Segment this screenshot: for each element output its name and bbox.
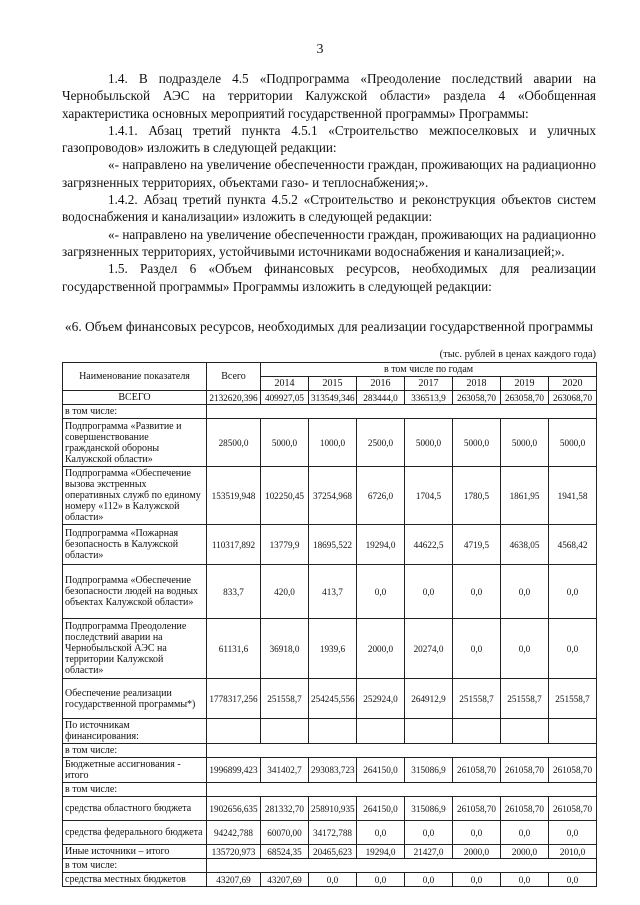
cell-year-value: 1941,58 [549,467,597,525]
header-years-group: в том числе по годам [261,363,597,377]
units-note: (тыс. рублей в ценах каждого года) [439,349,596,360]
cell-year-value: 0,0 [453,821,501,845]
cell-year-value: 36918,0 [261,619,309,679]
table-row [63,797,597,821]
header-year: 2020 [549,377,597,391]
cell-year-value: 0,0 [501,565,549,619]
body-text [62,70,596,295]
paragraph-1-4: 1.4. В подразделе 4.5 «Подпрограмма «Преодоление последствий аварии на Чернобыльской АЭС на территории Калужской области» раздела 4 «Обобщенная характеристика основных мероприятий государственной программы» Программы: [62,71,596,121]
table-header-row-1 [63,363,597,377]
row-label: Подпрограмма «Пожарная безопасность в Калужской области» [63,525,207,565]
row-label: Бюджетные ассигнования - итого [63,758,207,783]
table-row [63,419,597,467]
row-label: По источникам финансирования: [63,719,207,744]
cell-year-value: 264150,0 [357,797,405,821]
header-year: 2018 [453,377,501,391]
financial-table [62,362,597,887]
cell-year-value: 261058,70 [453,797,501,821]
table-row [63,845,597,859]
table-row [63,679,597,719]
cell-year-value: 315086,9 [405,797,453,821]
cell-year-value: 102250,45 [261,467,309,525]
cell-total: 110317,892 [207,525,261,565]
cell-year-value: 263058,70 [501,391,549,405]
cell-year-value: 20465,623 [309,845,357,859]
table-row [63,391,597,405]
cell-year-value: 37254,968 [309,467,357,525]
cell-year-value: 1861,95 [501,467,549,525]
cell-year-value: 283444,0 [357,391,405,405]
table-row [63,821,597,845]
cell-total: 2132620,396 [207,391,261,405]
table-row [63,859,597,873]
cell-year-value: 20274,0 [405,619,453,679]
cell-year-value [405,719,453,744]
cell-year-value: 251558,7 [261,679,309,719]
cell-total: 28500,0 [207,419,261,467]
cell-year-value: 1780,5 [453,467,501,525]
paragraph-1-4-2: 1.4.2. Абзац третий пункта 4.5.2 «Строительство и реконструкция объектов систем водоснабжения и канализации» изложить в следующей редакции: [62,192,596,225]
header-year: 2019 [501,377,549,391]
table-row [63,525,597,565]
row-empty-span [207,744,597,758]
cell-total: 135720,973 [207,845,261,859]
cell-year-value: 413,7 [309,565,357,619]
header-name: Наименование показателя [63,363,207,391]
cell-total: 1902656,635 [207,797,261,821]
cell-year-value: 0,0 [453,619,501,679]
cell-year-value: 336513,9 [405,391,453,405]
cell-year-value: 261058,70 [549,797,597,821]
cell-year-value: 264912,9 [405,679,453,719]
cell-year-value: 254245,556 [309,679,357,719]
cell-year-value: 0,0 [453,565,501,619]
cell-year-value: 4638,05 [501,525,549,565]
row-label: в том числе: [63,744,207,758]
cell-year-value: 281332,70 [261,797,309,821]
cell-year-value: 2010,0 [549,845,597,859]
cell-year-value: 18695,522 [309,525,357,565]
cell-year-value: 13779,9 [261,525,309,565]
cell-year-value: 251558,7 [549,679,597,719]
cell-total: 61131,6 [207,619,261,679]
cell-year-value: 0,0 [357,565,405,619]
cell-year-value: 0,0 [501,821,549,845]
cell-year-value: 0,0 [501,619,549,679]
cell-total: 1778317,256 [207,679,261,719]
cell-year-value: 0,0 [549,619,597,679]
cell-year-value: 261058,70 [549,758,597,783]
page-number: 3 [316,42,324,57]
cell-year-value: 0,0 [357,873,405,887]
cell-year-value: 60070,00 [261,821,309,845]
cell-year-value [453,719,501,744]
table-row [63,565,597,619]
cell-year-value: 341402,7 [261,758,309,783]
cell-year-value: 19294,0 [357,845,405,859]
cell-year-value [549,719,597,744]
cell-total: 94242,788 [207,821,261,845]
cell-year-value: 261058,70 [453,758,501,783]
section-title: «6. Объем финансовых ресурсов, необходимых для реализации государственной программы [64,319,594,334]
cell-year-value: 4568,42 [549,525,597,565]
cell-year-value: 1704,5 [405,467,453,525]
cell-year-value: 4719,5 [453,525,501,565]
table-row [63,405,597,419]
cell-year-value [309,719,357,744]
row-empty-span [207,783,597,797]
cell-year-value: 0,0 [453,873,501,887]
cell-total: 833,7 [207,565,261,619]
row-label: средства местных бюджетов [63,873,207,887]
table-row [63,783,597,797]
row-empty-span [207,405,597,419]
cell-year-value: 263068,70 [549,391,597,405]
header-year: 2017 [405,377,453,391]
table-row [63,758,597,783]
row-label: средства областного бюджета [63,797,207,821]
row-label: в том числе: [63,405,207,419]
cell-year-value: 313549,346 [309,391,357,405]
table-row [63,719,597,744]
cell-year-value: 0,0 [549,873,597,887]
row-label: Подпрограмма «Обеспечение вызова экстренных оперативных служб по единому номеру «112» в Калужской области» [63,467,207,525]
cell-year-value: 315086,9 [405,758,453,783]
table-row [63,467,597,525]
cell-year-value: 0,0 [549,565,597,619]
paragraph-quote-2: «- направлено на увеличение обеспеченности граждан, проживающих на радиационно загрязненных территориях, устойчивыми источниками водоснабжения и канализацией;». [62,226,596,259]
header-year: 2016 [357,377,405,391]
cell-year-value: 409927,05 [261,391,309,405]
header-year: 2015 [309,377,357,391]
cell-year-value: 19294,0 [357,525,405,565]
table-row [63,744,597,758]
row-label: ВСЕГО [63,391,207,405]
header-total: Всего [207,363,261,391]
table-row [63,873,597,887]
paragraph-quote-1: «- направлено на увеличение обеспеченности граждан, проживающих на радиационно загрязненных территориях, объектами газо- и теплоснабжения;». [62,157,596,190]
cell-year-value: 2500,0 [357,419,405,467]
paragraph-1-4-1: 1.4.1. Абзац третий пункта 4.5.1 «Строительство межпоселковых и уличных газопроводов» изложить в следующей редакции: [62,122,596,156]
cell-year-value: 0,0 [501,873,549,887]
cell-year-value: 293083,723 [309,758,357,783]
cell-year-value: 420,0 [261,565,309,619]
cell-total: 43207,69 [207,873,261,887]
cell-year-value: 43207,69 [261,873,309,887]
cell-total: 1996899,423 [207,758,261,783]
cell-year-value: 2000,0 [501,845,549,859]
row-label: средства федерального бюджета [63,821,207,845]
cell-year-value: 1000,0 [309,419,357,467]
cell-year-value: 261058,70 [501,797,549,821]
cell-year-value: 251558,7 [501,679,549,719]
paragraph-1-5: 1.5. Раздел 6 «Объем финансовых ресурсов, необходимых для реализации государственной программы» Программы изложить в следующей редакции: [62,261,596,294]
cell-year-value: 251558,7 [453,679,501,719]
cell-year-value: 261058,70 [501,758,549,783]
cell-year-value: 2000,0 [357,619,405,679]
cell-year-value: 0,0 [405,821,453,845]
cell-total: 153519,948 [207,467,261,525]
cell-year-value [261,719,309,744]
row-label: в том числе: [63,783,207,797]
cell-year-value: 5000,0 [453,419,501,467]
cell-year-value: 0,0 [405,873,453,887]
table-row [63,619,597,679]
cell-year-value: 263058,70 [453,391,501,405]
cell-year-value: 44622,5 [405,525,453,565]
cell-year-value: 258910,935 [309,797,357,821]
cell-year-value: 6726,0 [357,467,405,525]
cell-year-value: 2000,0 [453,845,501,859]
cell-year-value: 252924,0 [357,679,405,719]
cell-year-value: 0,0 [309,873,357,887]
row-empty-span [207,859,597,873]
cell-year-value: 1939,6 [309,619,357,679]
cell-year-value: 264150,0 [357,758,405,783]
cell-year-value: 0,0 [405,565,453,619]
header-year: 2014 [261,377,309,391]
cell-year-value: 68524,35 [261,845,309,859]
cell-year-value: 5000,0 [501,419,549,467]
cell-year-value: 34172,788 [309,821,357,845]
row-label: Подпрограмма «Обеспечение безопасности людей на водных объектах Калужской области» [63,565,207,619]
row-label: в том числе: [63,859,207,873]
cell-year-value [501,719,549,744]
row-label: Обеспечение реализации государственной программы*) [63,679,207,719]
row-label: Подпрограмма Преодоление последствий аварии на Чернобыльской АЭС на территории Калужской области» [63,619,207,679]
cell-year-value: 0,0 [357,821,405,845]
row-label: Иные источники – итого [63,845,207,859]
cell-year-value [357,719,405,744]
table-body [63,391,597,887]
cell-year-value: 5000,0 [549,419,597,467]
cell-year-value: 0,0 [549,821,597,845]
cell-year-value: 5000,0 [405,419,453,467]
cell-year-value: 21427,0 [405,845,453,859]
cell-total [207,719,261,744]
row-label: Подпрограмма «Развитие и совершенствование гражданской обороны Калужской области» [63,419,207,467]
cell-year-value: 5000,0 [261,419,309,467]
